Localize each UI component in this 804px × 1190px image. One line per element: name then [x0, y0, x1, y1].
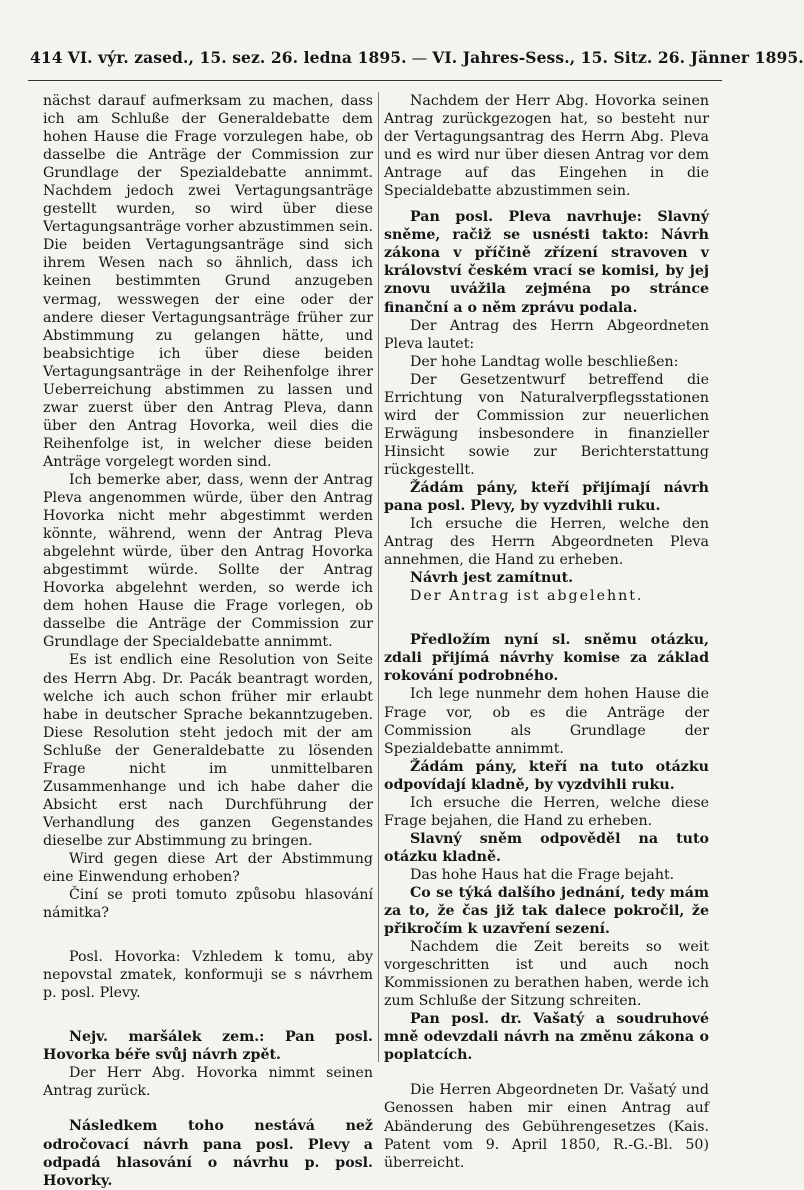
paragraph: Der Gesetzentwurf betreffend die Errichtung von Naturalverpflegsstationen wird der Commission zur neuerlichen Erwägung insbesondere in finanzieller Hinsicht sowie zur Berichterstattung rückgestellt.: [384, 371, 709, 478]
proposal-pleva: Pan posl. Pleva navrhuje: Slavný sněme, račiž se usnésti takto: Návrh zákona v příčině zřízení stravoven v království českém vrací se komisi, by jej znovu uvážila zejména po stránce finanční a o něm zprávu podala.: [384, 209, 709, 316]
vote-result-german: Der Antrag ist abgelehnt.: [410, 588, 644, 605]
paragraph: Ich lege nunmehr dem hohen Hause die Frage vor, ob es die Anträge der Commission als Grundlage der Spezialdebatte annimmt.: [384, 686, 709, 757]
paragraph: Ich ersuche die Herren, welche diese Frage bejahen, die Hand zu erheben.: [384, 794, 709, 829]
header-german-title: VI. Jahres-Sess., 15. Sitz. 26. Jänner 1895.: [432, 48, 804, 67]
paragraph: Co se týká dalšího jednání, tedy mám za to, že čas již tak dalece pokročil, že přikročím k uzavření sezení.: [384, 884, 709, 938]
vote-result: Slavný sněm odpověděl na tuto otázku kladně.: [384, 830, 709, 865]
column-divider: [378, 92, 379, 1062]
speech-hovorka: Posl. Hovorka: Vzhledem k tomu, aby nepovstal zmatek, konformuji se s návrhem p. posl. Plevy.: [43, 949, 373, 1002]
paragraph: Es ist endlich eine Resolution von Seite des Herrn Abg. Dr. Pacák beantragt worden, welche ich auch schon früher mir erlaubt habe in deutscher Sprache bekanntzugeben. Diese Resolution steht jedoch mit der am Schluße der Generaldebatte zu lösenden Frage nicht im unmittelbaren Zusammenhange und ich habe daher die Absicht erst nach Durchführung der Verhandlung des ganzen Gegenstandes dieselbe zur Abstimmung zu bringen.: [43, 652, 373, 849]
paragraph: Nachdem der Herr Abg. Hovorka seinen Antrag zurückgezogen hat, so besteht nur der Vertagungsantrag des Herrn Abg. Pleva und es wird nur über diesen Antrag vor dem Antrage auf das Eingehen in die Specialdebatte abzustimmen sein.: [384, 93, 709, 200]
vote-result: Návrh jest zamítnut.: [410, 570, 574, 587]
page-number: 414: [30, 48, 63, 67]
speech-marshal: Nejv. maršálek zem.: Pan posl. Hovorka béře svůj návrh zpět.: [43, 1029, 373, 1064]
paragraph: Činí se proti tomuto způsobu hlasování námitka?: [43, 887, 373, 922]
header-rule: [28, 80, 722, 81]
right-column: [384, 92, 709, 1172]
header-separator: —: [411, 49, 428, 67]
paragraph: Nachdem die Zeit bereits so weit vorgeschritten ist und auch noch Kommissionen zu berathen haben, werde ich zum Schluße der Sitzung schreiten.: [384, 939, 709, 1010]
paragraph: Pan posl. dr. Vašatý a soudruhové mně odevzdali návrh na změnu zákona o poplatcích.: [384, 1011, 709, 1064]
paragraph: nächst darauf aufmerksam zu machen, dass ich am Schluße der Generaldebatte dem hohen Hause die Frage vorzulegen habe, ob dasselbe die Anträge der Commission zur Grundlage der Spezialdebatte annimmt. Nachdem jedoch zwei Vertagungsanträge gestellt wurden, so wird über diese Vertagungsanträge vorher abzustimmen sein. Die beiden Vertagungsanträge sind sich ihrem Wesen nach so ähnlich, dass ich keinen bestimmten Grund anzugeben vermag, wesswegen der eine oder der andere dieser Vertagungsanträge früher zur Abstimmung zu gelangen hätte, und beabsichtige ich über diese beiden Vertagungsanträge in der Reihenfolge ihrer Ueberreichung abstimmen zu lassen und zwar zuerst über den Antrag Pleva, dann über den Antrag Hovorka, weil dies die Reihenfolge ist, in welcher diese beiden Anträge vorgelegt worden sind.: [43, 93, 373, 470]
paragraph: Der hohe Landtag wolle beschließen:: [410, 353, 679, 370]
paragraph: Der Herr Abg. Hovorka nimmt seinen Antrag zurück.: [43, 1065, 373, 1100]
paragraph: Ich ersuche die Herren, welche den Antrag des Herrn Abgeordneten Pleva annehmen, die Hand zu erheben.: [384, 516, 709, 569]
header-czech-title: VI. výr. zased., 15. sez. 26. ledna 1895.: [67, 48, 407, 67]
paragraph: Předložím nyní sl. sněmu otázku, zdali přijímá návrhy komise za základ rokování podrobného.: [384, 632, 709, 685]
vote-call: Žádám pány, kteří přijímají návrh pana posl. Plevy, by vyzdvihli ruku.: [384, 479, 709, 515]
paragraph: Das hohe Haus hat die Frage bejaht.: [410, 866, 675, 883]
page-header: [30, 48, 804, 67]
paragraph: Die Herren Abgeordneten Dr. Vašatý und Genossen haben mir einen Antrag auf Abänderung des Gebührengesetzes (Kais. Patent vom 9. April 1850, R.-G.-Bl. 50) überreicht.: [384, 1082, 709, 1171]
paragraph: Následkem toho nestává než odročovací návrh pana posl. Plevy a odpadá hlasování o návrhu p. posl. Hovorky.: [43, 1118, 373, 1189]
paragraph: Wird gegen diese Art der Abstimmung eine Einwendung erhoben?: [43, 850, 373, 886]
left-column: [43, 92, 373, 1190]
paragraph: Ich bemerke aber, dass, wenn der Antrag Pleva angenommen würde, über den Antrag Hovorka nicht mehr abgestimmt werden könnte, während, wenn der Antrag Pleva abgelehnt würde, über den Antrag Hovorka abgestimmt würde. Sollte der Antrag Hovorka abgelehnt werden, so werde ich dem hohen Hause die Frage vorlegen, ob dasselbe die Anträge der Commission zur Grundlage der Specialdebatte annimmt.: [43, 471, 373, 651]
paragraph: Der Antrag des Herrn Abgeordneten Pleva lautet:: [384, 317, 709, 352]
vote-call: Žádám pány, kteří na tuto otázku odpovídají kladně, by vyzdvihli ruku.: [384, 758, 709, 793]
